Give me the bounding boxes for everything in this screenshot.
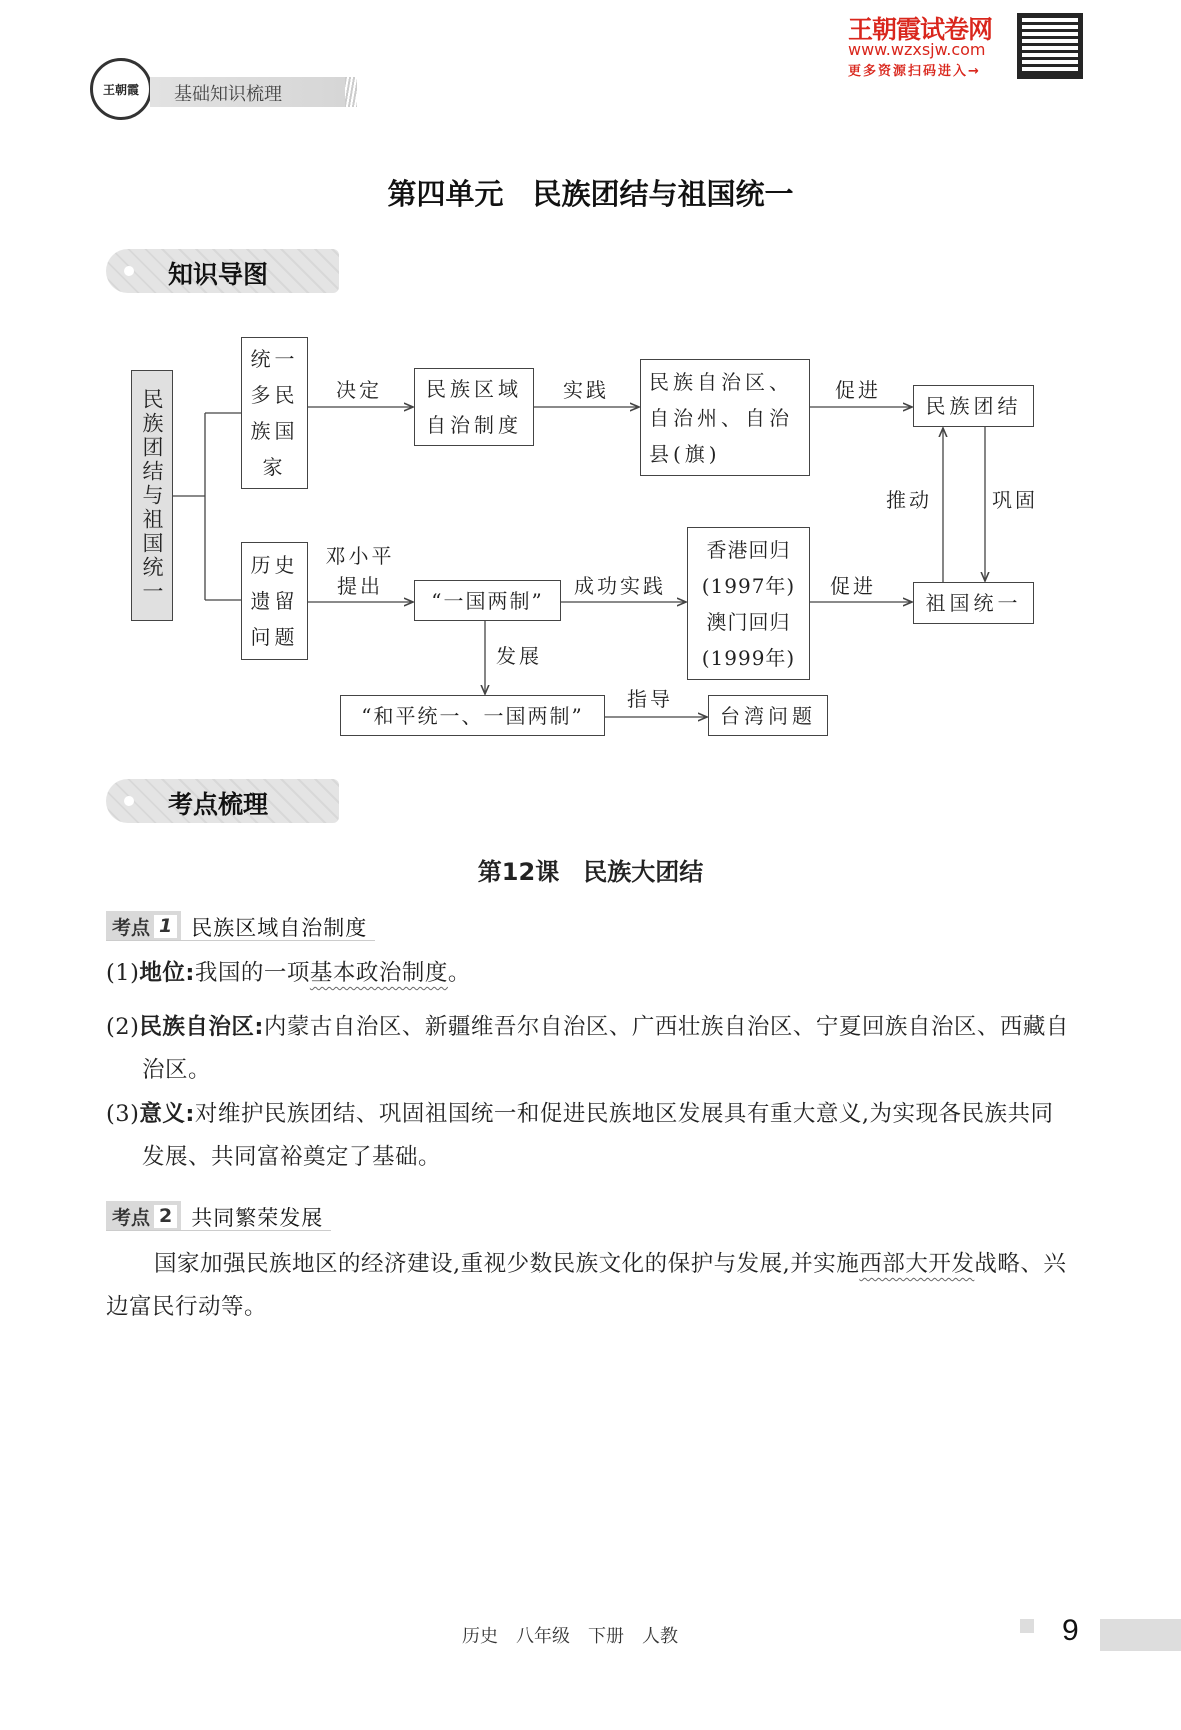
- emphasized-text: 西部大开发: [859, 1251, 975, 1277]
- page-number: 9: [1062, 1614, 1079, 1647]
- root-node: 民族团结与祖国统一: [131, 370, 173, 621]
- node-hk-macau-return: 香港回归(1997年)澳门回归(1999年): [687, 527, 810, 680]
- node-unified-country: 统一多民族国家: [241, 337, 308, 489]
- list-item: [106, 1093, 1072, 1179]
- logo-text: 王朝霞: [102, 82, 139, 97]
- page-decoration: [1020, 1619, 1034, 1633]
- edge-label-push: 推动: [886, 488, 932, 512]
- paragraph-text: 国家加强民族地区的经济建设,重视少数民族文化的保护与发展,并实施: [154, 1251, 860, 1277]
- edge-label-practice: 实践: [563, 378, 609, 402]
- list-item: [106, 952, 1072, 995]
- item-label: 意义:: [139, 1101, 195, 1127]
- key-point-2-header: [106, 1201, 331, 1231]
- unit-title: 第四单元 民族团结与祖国统一: [387, 177, 794, 211]
- item-text: 我国的一项: [194, 960, 310, 986]
- edge-label-decide: 决定: [336, 378, 382, 402]
- key-point-name: 共同繁荣发展: [191, 1206, 324, 1230]
- item-label: 民族自治区:: [139, 1014, 264, 1040]
- node-taiwan-issue: 台湾问题: [708, 695, 828, 736]
- edge-label-promote-2: 促进: [830, 574, 876, 598]
- item-text: 对维护民族团结、巩固祖国统一和促进民族地区发展具有重大意义,为实现各民族共同发展、共同富裕奠定了基础。: [142, 1101, 1054, 1170]
- edge-label-deng-proposed: 邓小平提出: [325, 544, 395, 598]
- key-point-number: 2: [154, 1205, 177, 1228]
- key-point-number: 1: [154, 915, 177, 938]
- node-ethnic-unity: 民族团结: [913, 385, 1034, 427]
- node-peaceful-reunification: “和平统一、一国两制”: [340, 695, 605, 736]
- key-point-name: 民族区域自治制度: [191, 916, 368, 940]
- node-historical-issues: 历史遗留问题: [241, 542, 308, 660]
- item-prefix: (1): [106, 960, 140, 986]
- item-prefix: (3): [106, 1101, 140, 1127]
- section-tab-mindmap: 知识导图: [106, 249, 339, 293]
- key-point-2-paragraph: [106, 1243, 1072, 1329]
- edge-label-develop: 发展: [496, 644, 542, 668]
- node-reunification: 祖国统一: [913, 582, 1034, 624]
- list-item: [106, 1006, 1072, 1092]
- page-bar: [1100, 1619, 1181, 1651]
- edge-label-consolidate: 巩固: [992, 488, 1038, 512]
- item-text: 内蒙古自治区、新疆维吾尔自治区、广西壮族自治区、宁夏回族自治区、西藏自治区。: [142, 1014, 1069, 1083]
- section-tab-review: 考点梳理: [106, 779, 339, 823]
- scan-prompt: 更多资源扫码进入→: [848, 64, 981, 79]
- edge-label-successful-practice: 成功实践: [574, 574, 666, 598]
- key-point-tag: 考点: [112, 1207, 151, 1229]
- item-prefix: (2): [106, 1014, 140, 1040]
- edge-label-promote: 促进: [835, 378, 881, 402]
- lesson-title: 第12课 民族大团结: [477, 858, 704, 886]
- edge-label-guide: 指导: [627, 687, 673, 711]
- emphasized-text: 基本政治制度: [309, 960, 448, 986]
- item-label: 地位:: [139, 960, 195, 986]
- brand-name: 王朝霞试卷网: [848, 15, 993, 44]
- section-header: 基础知识梳理: [150, 77, 345, 107]
- footer-book-info: 历史 八年级 下册 人教: [462, 1626, 678, 1647]
- key-point-tag: 考点: [112, 917, 151, 939]
- node-one-country-two-systems: “一国两制”: [414, 580, 561, 621]
- brand-url[interactable]: www.wzxsjw.com: [848, 40, 986, 59]
- key-point-1-header: [106, 911, 375, 941]
- paragraph-text-end: 战略、兴边富民行动等。: [106, 1251, 1067, 1320]
- item-text-end: 。: [447, 960, 471, 986]
- node-regional-autonomy: 民族区域自治制度: [414, 368, 534, 446]
- node-autonomous-areas: 民族自治区、自治州、自治县(旗): [640, 359, 810, 476]
